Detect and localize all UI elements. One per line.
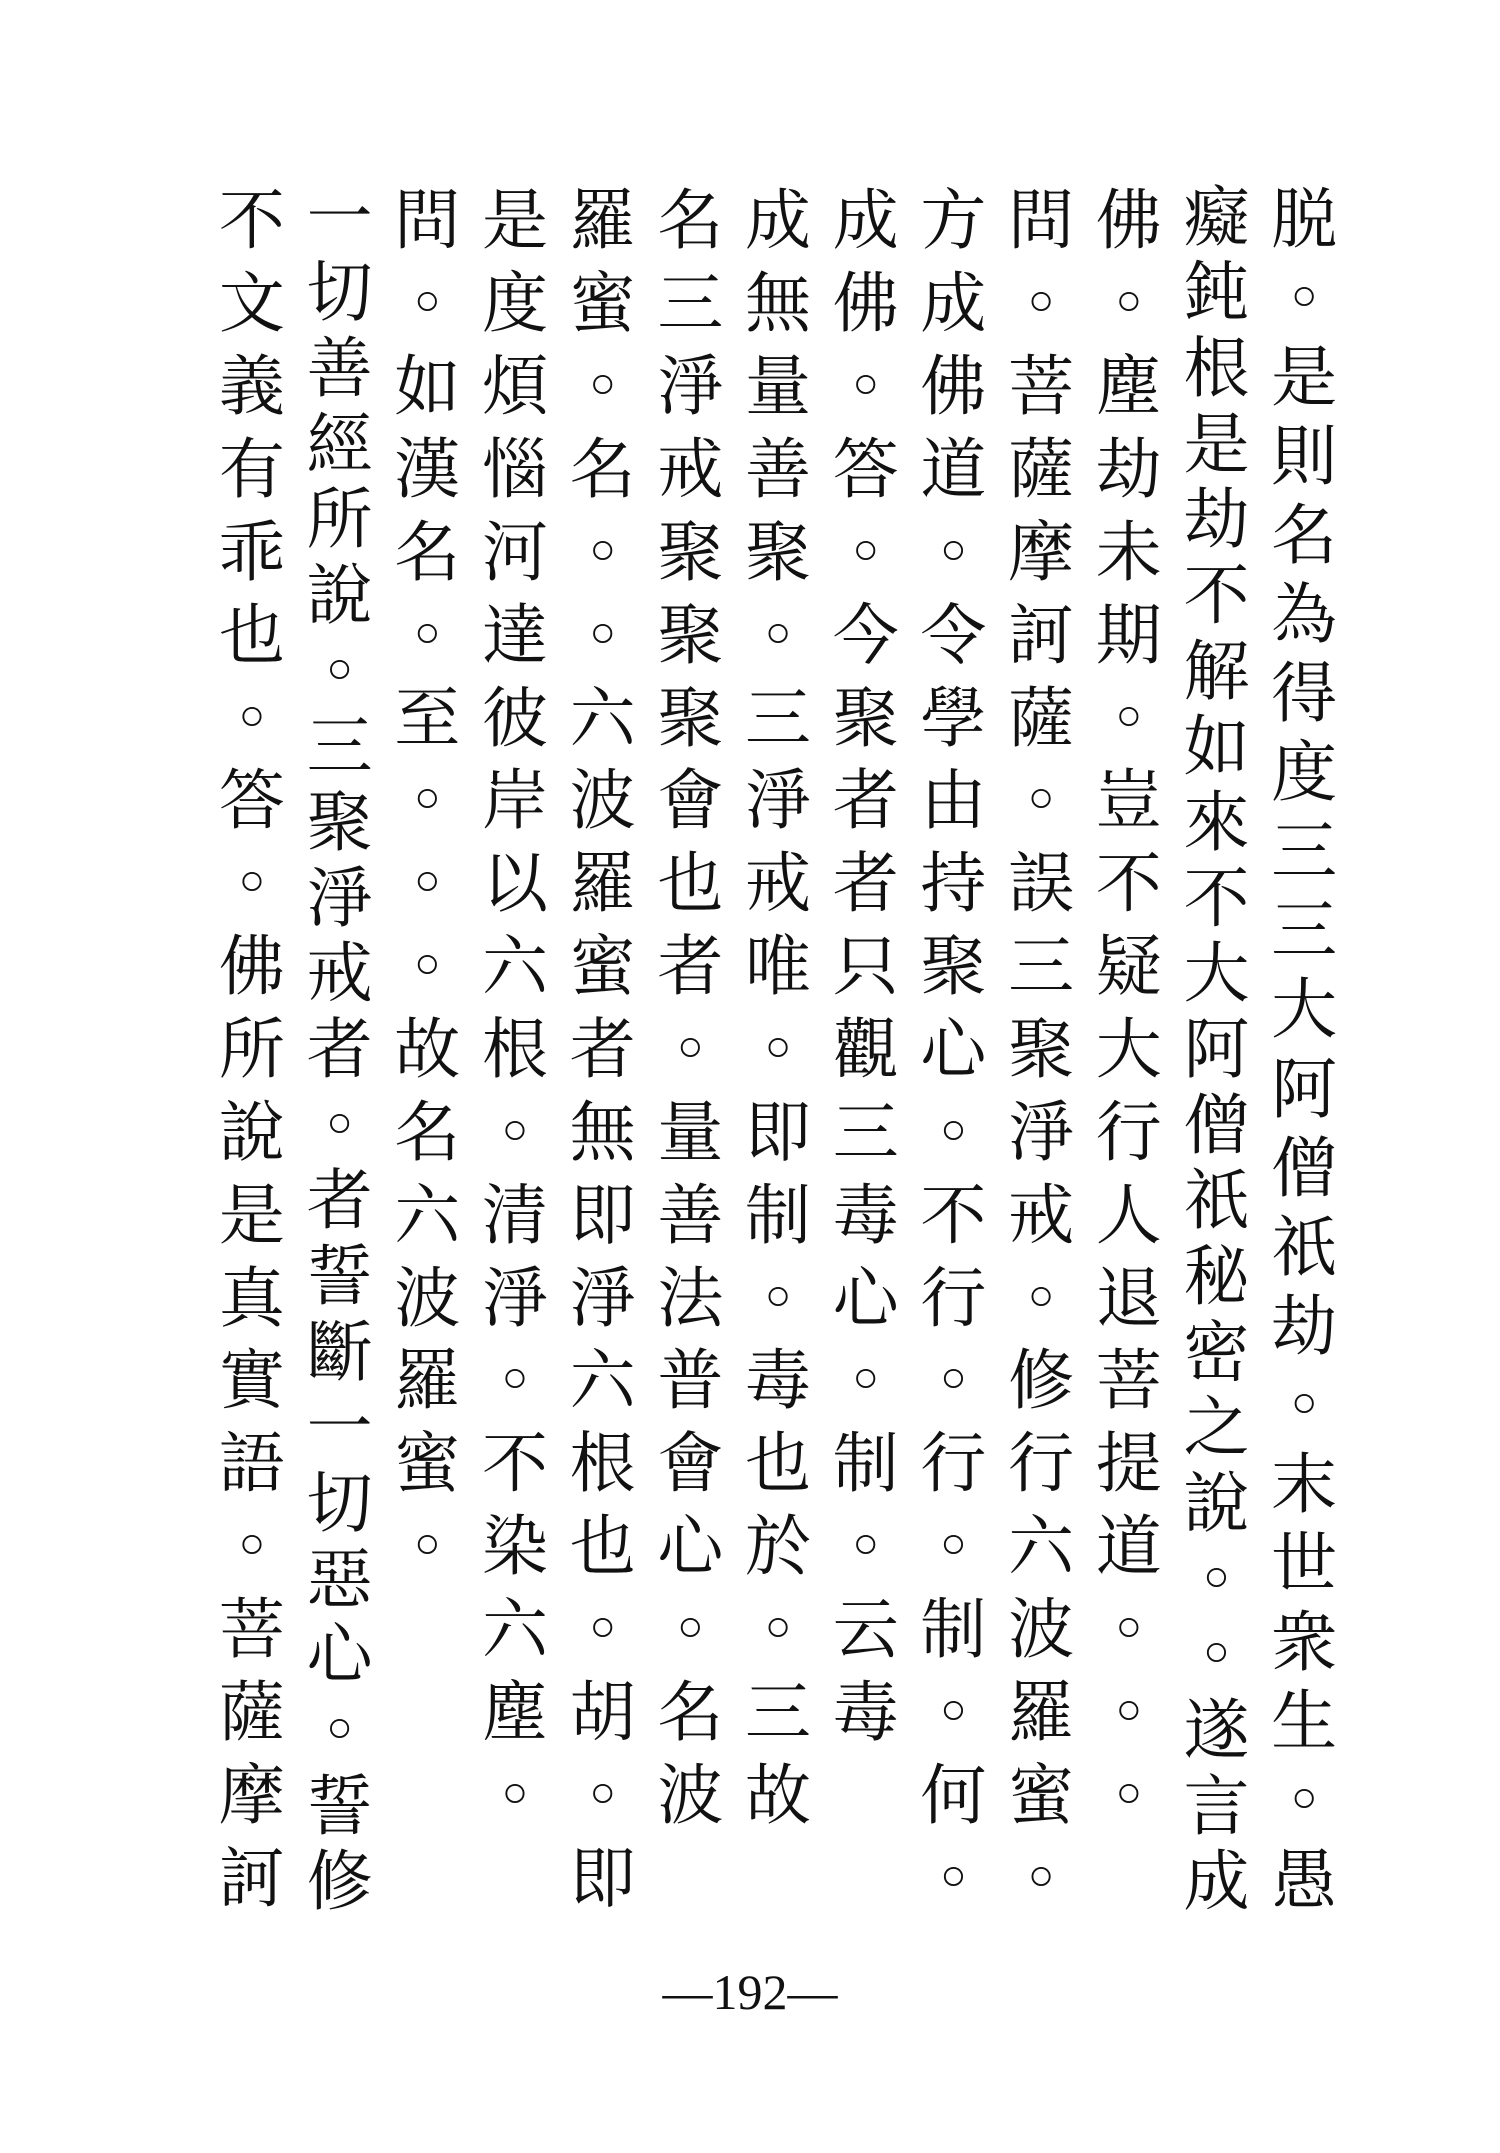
text-character: ◦ bbox=[232, 679, 272, 757]
text-character: 根 bbox=[481, 1011, 548, 1089]
text-character: 末 bbox=[1271, 1446, 1338, 1524]
text-character: 彼 bbox=[481, 679, 548, 757]
text-character: 唯 bbox=[745, 928, 812, 1006]
text-character: 劫 bbox=[1183, 481, 1250, 559]
text-character: 淨 bbox=[657, 348, 724, 426]
text-character: 聚 bbox=[657, 513, 724, 591]
text-character: 切 bbox=[306, 254, 373, 332]
text-character: 實 bbox=[218, 1342, 285, 1420]
text-character: ◦ bbox=[583, 348, 623, 426]
text-character: ◦ bbox=[1021, 1839, 1061, 1917]
text-character: 是 bbox=[218, 1176, 285, 1254]
text-character: 阿 bbox=[1183, 1011, 1250, 1089]
text-character: ◦ bbox=[1197, 1540, 1236, 1618]
text-character: 河 bbox=[481, 513, 548, 591]
text-character: ◦ bbox=[846, 513, 886, 591]
text-character: 是 bbox=[1271, 338, 1338, 416]
text-character: 者 bbox=[306, 1011, 373, 1089]
text-character: 觀 bbox=[832, 1011, 899, 1089]
text-character: 即 bbox=[745, 1093, 812, 1171]
text-character: ◦ bbox=[407, 845, 447, 923]
text-character: 經 bbox=[306, 405, 373, 483]
text-character: 心 bbox=[306, 1616, 373, 1694]
text-character: 薩 bbox=[1008, 431, 1075, 508]
text-character: 會 bbox=[657, 1425, 724, 1503]
text-character: 僧 bbox=[1271, 1129, 1338, 1207]
text-character: 量 bbox=[657, 1093, 724, 1171]
text-character: 成 bbox=[832, 182, 899, 260]
text-character: 誓 bbox=[306, 1238, 373, 1316]
text-character: ◦ bbox=[407, 928, 447, 1006]
text-character: 量 bbox=[745, 348, 812, 426]
text-character: 三 bbox=[1271, 892, 1338, 970]
text-character: 訶 bbox=[1008, 596, 1075, 674]
text-character: 一 bbox=[306, 1389, 373, 1467]
text-character: 達 bbox=[481, 596, 548, 674]
text-character: ◦ bbox=[1109, 1673, 1149, 1751]
text-character: 不 bbox=[218, 182, 285, 260]
text-character: 心 bbox=[657, 1508, 724, 1586]
text-column bbox=[910, 180, 998, 1920]
text-character: 羅 bbox=[569, 845, 636, 923]
text-character: 秘 bbox=[1183, 1238, 1250, 1316]
text-character: 佛 bbox=[218, 928, 285, 1006]
text-character: ◦ bbox=[758, 1259, 798, 1337]
text-character: 今 bbox=[832, 596, 899, 674]
text-character: 修 bbox=[306, 1843, 373, 1921]
text-character: 羅 bbox=[569, 182, 636, 260]
text-character: ◦ bbox=[1109, 1756, 1149, 1834]
text-character: 淨 bbox=[569, 1259, 636, 1337]
text-character: 退 bbox=[1095, 1259, 1162, 1337]
text-character: 所 bbox=[218, 1011, 285, 1089]
text-character: 三 bbox=[657, 265, 724, 343]
text-column bbox=[471, 180, 559, 1920]
text-character: 度 bbox=[1271, 734, 1338, 812]
text-character: ◦ bbox=[583, 1756, 623, 1834]
text-character: 乖 bbox=[218, 513, 285, 591]
text-character: 佛 bbox=[832, 265, 899, 343]
text-character: 毒 bbox=[832, 1673, 899, 1751]
text-column bbox=[734, 180, 822, 1920]
text-character: 誤 bbox=[1008, 845, 1075, 923]
text-character: 法 bbox=[657, 1259, 724, 1337]
text-character: 提 bbox=[1095, 1425, 1162, 1503]
text-character: 大 bbox=[1271, 971, 1338, 1049]
text-character: ◦ bbox=[1021, 265, 1061, 343]
text-character: 菩 bbox=[218, 1591, 285, 1669]
text-character: 衆 bbox=[1271, 1604, 1338, 1682]
text-character: ◦ bbox=[1197, 1616, 1236, 1694]
text-character: 生 bbox=[1271, 1683, 1338, 1761]
text-character: 不 bbox=[1095, 845, 1162, 923]
text-character: 文 bbox=[218, 265, 285, 343]
text-character: 道 bbox=[920, 431, 987, 508]
text-character: ◦ bbox=[583, 513, 623, 591]
text-character: 六 bbox=[481, 1591, 548, 1669]
text-character: 疑 bbox=[1095, 928, 1162, 1006]
text-character: 者 bbox=[832, 762, 899, 840]
text-character: ◦ bbox=[495, 1342, 535, 1420]
text-character: 聚 bbox=[306, 784, 373, 862]
text-character: ◦ bbox=[320, 1691, 360, 1769]
text-character: 答 bbox=[832, 431, 899, 508]
text-character: 岸 bbox=[481, 762, 548, 840]
text-character: 問 bbox=[1008, 182, 1075, 260]
text-character: 六 bbox=[481, 928, 548, 1006]
text-character: 三 bbox=[306, 708, 373, 786]
text-character: 斷 bbox=[306, 1313, 373, 1391]
text-character: 聚 bbox=[745, 513, 812, 591]
text-character: 淨 bbox=[306, 859, 373, 937]
text-character: 摩 bbox=[218, 1756, 285, 1834]
text-character: 波 bbox=[657, 1756, 724, 1834]
text-character: ◦ bbox=[758, 1011, 798, 1089]
text-character: 不 bbox=[481, 1425, 548, 1503]
text-character: 羅 bbox=[394, 1342, 461, 1420]
text-character: ◦ bbox=[495, 1093, 535, 1171]
text-character: 鈍 bbox=[1183, 254, 1250, 332]
text-character: ◦ bbox=[933, 1508, 973, 1586]
text-character: 菩 bbox=[1095, 1342, 1162, 1420]
text-column bbox=[296, 180, 384, 1920]
text-character: 為 bbox=[1271, 576, 1338, 654]
text-character: 來 bbox=[1183, 784, 1250, 862]
text-character: 者 bbox=[306, 1162, 373, 1240]
text-character: 善 bbox=[745, 431, 812, 508]
text-character: 未 bbox=[1095, 513, 1162, 591]
text-character: 善 bbox=[657, 1176, 724, 1254]
text-character: 言 bbox=[1183, 1767, 1250, 1845]
text-character: 不 bbox=[920, 1176, 987, 1254]
text-character: ◦ bbox=[495, 1756, 535, 1834]
text-character: 說 bbox=[306, 557, 373, 635]
text-character: 波 bbox=[569, 762, 636, 840]
text-character: 名 bbox=[657, 1673, 724, 1751]
text-character: ◦ bbox=[846, 348, 886, 426]
text-character: 淨 bbox=[745, 762, 812, 840]
text-character: ◦ bbox=[933, 513, 973, 591]
text-character: 佛 bbox=[1095, 182, 1162, 260]
text-character: 不 bbox=[1183, 859, 1250, 937]
text-character: ◦ bbox=[1284, 1762, 1324, 1840]
text-character: 羅 bbox=[1008, 1673, 1075, 1751]
text-character: 波 bbox=[1008, 1591, 1075, 1669]
text-character: 遂 bbox=[1183, 1691, 1250, 1769]
text-character: 者 bbox=[832, 845, 899, 923]
text-character: 之 bbox=[1183, 1389, 1250, 1467]
text-character: 行 bbox=[1008, 1425, 1075, 1503]
text-character: 以 bbox=[481, 845, 548, 923]
text-character: 名 bbox=[657, 182, 724, 260]
text-character: ◦ bbox=[320, 632, 360, 710]
text-character: ◦ bbox=[1021, 1259, 1061, 1337]
text-column bbox=[1260, 180, 1348, 1920]
text-character: 誓 bbox=[306, 1767, 373, 1845]
text-character: 三 bbox=[745, 679, 812, 757]
text-character: 毒 bbox=[832, 1176, 899, 1254]
text-character: ◦ bbox=[1284, 1366, 1324, 1444]
text-character: 癡 bbox=[1183, 178, 1250, 256]
text-character: 語 bbox=[218, 1425, 285, 1503]
text-column bbox=[822, 180, 910, 1920]
text-character: ◦ bbox=[1109, 265, 1149, 343]
text-character: 菩 bbox=[1008, 348, 1075, 426]
text-character: 制 bbox=[920, 1591, 987, 1669]
text-character: 修 bbox=[1008, 1342, 1075, 1420]
text-character: 清 bbox=[481, 1176, 548, 1254]
text-character: 三 bbox=[745, 1673, 812, 1751]
text-character: 心 bbox=[920, 1011, 987, 1089]
text-character: 愚 bbox=[1271, 1841, 1338, 1919]
text-column bbox=[997, 180, 1085, 1920]
text-character: 至 bbox=[394, 679, 461, 757]
text-character: ◦ bbox=[232, 845, 272, 923]
text-column bbox=[208, 180, 296, 1920]
text-character: 行 bbox=[920, 1259, 987, 1337]
text-character: ◦ bbox=[232, 1508, 272, 1586]
text-character: 所 bbox=[306, 481, 373, 559]
text-character: 義 bbox=[218, 348, 285, 426]
text-character: 六 bbox=[394, 1176, 461, 1254]
text-character: 也 bbox=[218, 596, 285, 674]
text-character: 人 bbox=[1095, 1176, 1162, 1254]
text-character: 不 bbox=[1183, 557, 1250, 635]
text-character: 解 bbox=[1183, 632, 1250, 710]
text-character: 聚 bbox=[832, 679, 899, 757]
text-character: 有 bbox=[218, 431, 285, 508]
text-character: 三 bbox=[832, 1093, 899, 1171]
text-character: 則 bbox=[1271, 417, 1338, 495]
text-character: 世 bbox=[1271, 1525, 1338, 1603]
text-character: ◦ bbox=[670, 1011, 710, 1089]
text-character: ◦ bbox=[407, 596, 447, 674]
text-character: 會 bbox=[657, 762, 724, 840]
text-character: ◦ bbox=[846, 1342, 886, 1420]
text-character: 只 bbox=[832, 928, 899, 1006]
text-character: 塵 bbox=[481, 1673, 548, 1751]
text-character: 六 bbox=[1008, 1508, 1075, 1586]
page-number: —192— bbox=[662, 1964, 838, 2020]
text-character: 名 bbox=[1271, 496, 1338, 574]
text-character: 戒 bbox=[657, 431, 724, 508]
text-character: 一 bbox=[306, 178, 373, 256]
text-character: ◦ bbox=[1284, 259, 1324, 337]
text-character: 名 bbox=[394, 1093, 461, 1171]
text-character: 薩 bbox=[218, 1673, 285, 1751]
text-character: ◦ bbox=[758, 1591, 798, 1669]
text-character: 劫 bbox=[1095, 431, 1162, 508]
text-character: 戒 bbox=[306, 935, 373, 1013]
text-character: 無 bbox=[569, 1093, 636, 1171]
text-character: 聚 bbox=[657, 679, 724, 757]
text-character: 學 bbox=[920, 679, 987, 757]
text-character: 於 bbox=[745, 1508, 812, 1586]
text-character: ◦ bbox=[1109, 679, 1149, 757]
text-character: 摩 bbox=[1008, 513, 1075, 591]
text-character: 大 bbox=[1095, 1011, 1162, 1089]
text-character: 脱 bbox=[1271, 180, 1338, 258]
text-character: 名 bbox=[569, 431, 636, 508]
text-character: 故 bbox=[394, 1011, 461, 1089]
text-column bbox=[647, 180, 735, 1920]
text-character: 三 bbox=[1271, 813, 1338, 891]
text-character: 密 bbox=[1183, 1313, 1250, 1391]
text-character: 豈 bbox=[1095, 762, 1162, 840]
text-character: 僧 bbox=[1183, 1086, 1250, 1164]
text-character: 戒 bbox=[1008, 1176, 1075, 1254]
text-character: 即 bbox=[569, 1839, 636, 1917]
text-character: 成 bbox=[745, 182, 812, 260]
text-character: ◦ bbox=[933, 1342, 973, 1420]
text-character: ◦ bbox=[320, 1086, 360, 1164]
text-character: 道 bbox=[1095, 1508, 1162, 1586]
text-character: 行 bbox=[1095, 1093, 1162, 1171]
text-character: 者 bbox=[569, 1011, 636, 1089]
text-character: ◦ bbox=[933, 1839, 973, 1917]
text-character: 成 bbox=[920, 265, 987, 343]
text-character: ◦ bbox=[758, 596, 798, 674]
text-character: 劫 bbox=[1271, 1287, 1338, 1365]
text-character: 毒 bbox=[745, 1342, 812, 1420]
text-character: 是 bbox=[481, 182, 548, 260]
text-character: 三 bbox=[1008, 928, 1075, 1006]
text-character: 名 bbox=[394, 513, 461, 591]
text-character: ◦ bbox=[933, 1673, 973, 1751]
text-character: 祇 bbox=[1183, 1162, 1250, 1240]
text-character: 云 bbox=[832, 1591, 899, 1669]
text-character: 即 bbox=[569, 1176, 636, 1254]
text-character: ◦ bbox=[670, 1591, 710, 1669]
text-character: 佛 bbox=[920, 348, 987, 426]
text-character: ◦ bbox=[407, 762, 447, 840]
text-character: 說 bbox=[1183, 1464, 1250, 1542]
text-character: 無 bbox=[745, 265, 812, 343]
text-character: 六 bbox=[569, 679, 636, 757]
text-character: ◦ bbox=[846, 1508, 886, 1586]
text-character: 答 bbox=[218, 762, 285, 840]
text-character: 蜜 bbox=[1008, 1756, 1075, 1834]
text-character: 由 bbox=[920, 762, 987, 840]
text-character: ◦ bbox=[933, 1093, 973, 1171]
text-character: 說 bbox=[218, 1093, 285, 1171]
text-column bbox=[559, 180, 647, 1920]
text-character: 淨 bbox=[1008, 1093, 1075, 1171]
text-character: 大 bbox=[1183, 935, 1250, 1013]
text-character: ◦ bbox=[583, 1591, 623, 1669]
text-character: 聚 bbox=[920, 928, 987, 1006]
text-character: 聚 bbox=[1008, 1011, 1075, 1089]
text-character: 期 bbox=[1095, 596, 1162, 674]
text-character: 方 bbox=[920, 182, 987, 260]
text-character: 行 bbox=[920, 1425, 987, 1503]
text-character: 聚 bbox=[657, 596, 724, 674]
text-character: ◦ bbox=[407, 265, 447, 343]
text-character: 祇 bbox=[1271, 1208, 1338, 1286]
text-character: 煩 bbox=[481, 348, 548, 426]
text-character: 如 bbox=[1183, 708, 1250, 786]
text-character: ◦ bbox=[407, 1508, 447, 1586]
text-column bbox=[383, 180, 471, 1920]
text-character: 也 bbox=[745, 1425, 812, 1503]
text-character: 淨 bbox=[481, 1259, 548, 1337]
text-character: 切 bbox=[306, 1464, 373, 1542]
text-character: 胡 bbox=[569, 1673, 636, 1751]
text-character: 戒 bbox=[745, 845, 812, 923]
text-character: 令 bbox=[920, 596, 987, 674]
text-character: 塵 bbox=[1095, 348, 1162, 426]
text-character: 六 bbox=[569, 1342, 636, 1420]
text-character: 惡 bbox=[306, 1540, 373, 1618]
text-character: 問 bbox=[394, 182, 461, 260]
text-character: 蜜 bbox=[394, 1425, 461, 1503]
text-character: 得 bbox=[1271, 655, 1338, 733]
text-character: 訶 bbox=[218, 1839, 285, 1917]
text-character: 心 bbox=[832, 1259, 899, 1337]
text-character: 持 bbox=[920, 845, 987, 923]
text-column bbox=[1085, 180, 1173, 1920]
text-character: 成 bbox=[1183, 1843, 1250, 1921]
text-character: 真 bbox=[218, 1259, 285, 1337]
text-character: 蜜 bbox=[569, 928, 636, 1006]
text-character: 制 bbox=[832, 1425, 899, 1503]
text-column bbox=[1173, 180, 1261, 1920]
text-character: 善 bbox=[306, 330, 373, 408]
text-character: 根 bbox=[1183, 330, 1250, 408]
text-character: 阿 bbox=[1271, 1050, 1338, 1128]
text-character: ◦ bbox=[1021, 762, 1061, 840]
text-character: 故 bbox=[745, 1756, 812, 1834]
text-character: 者 bbox=[657, 928, 724, 1006]
text-character: 也 bbox=[657, 845, 724, 923]
text-character: 薩 bbox=[1008, 679, 1075, 757]
text-character: 蜜 bbox=[569, 265, 636, 343]
vertical-text-block bbox=[208, 180, 1348, 1920]
text-character: 也 bbox=[569, 1508, 636, 1586]
text-character: 是 bbox=[1183, 405, 1250, 483]
text-character: 染 bbox=[481, 1508, 548, 1586]
text-character: 普 bbox=[657, 1342, 724, 1420]
text-character: 度 bbox=[481, 265, 548, 343]
text-character: 惱 bbox=[481, 431, 548, 508]
text-character: 根 bbox=[569, 1425, 636, 1503]
text-character: 漢 bbox=[394, 431, 461, 508]
text-character: ◦ bbox=[583, 596, 623, 674]
text-character: 波 bbox=[394, 1259, 461, 1337]
text-character: 如 bbox=[394, 348, 461, 426]
text-character: 何 bbox=[920, 1756, 987, 1834]
text-character: 制 bbox=[745, 1176, 812, 1254]
text-character: ◦ bbox=[1109, 1591, 1149, 1669]
